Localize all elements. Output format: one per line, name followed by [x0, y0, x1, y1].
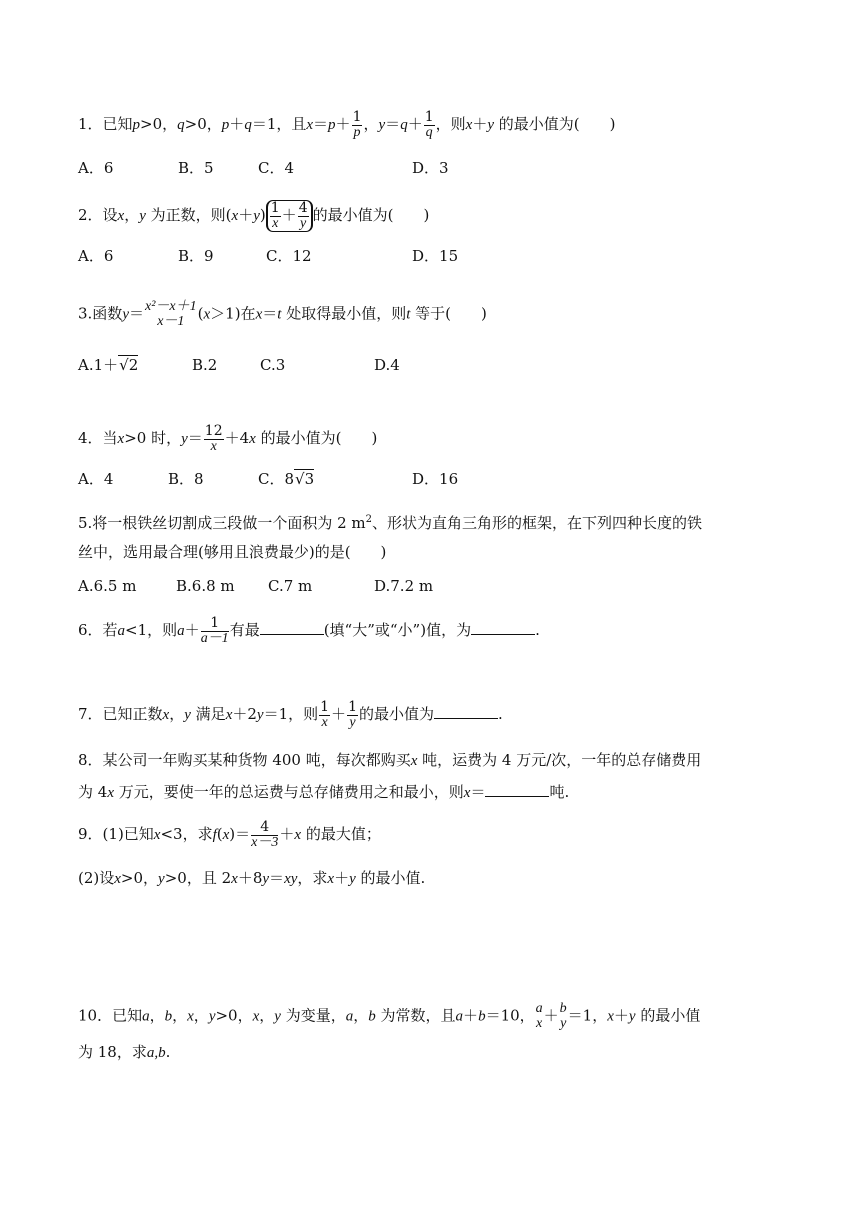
text: ＝ — [385, 115, 401, 134]
var: x — [114, 871, 121, 887]
sqrt: √2 — [119, 356, 139, 374]
denominator: y — [300, 215, 307, 231]
text: 9．(1)已知 — [78, 825, 154, 844]
option: C.7 m — [268, 577, 313, 595]
fraction — [298, 201, 309, 231]
numerator: x²－x＋1 — [145, 299, 197, 314]
var: x — [225, 707, 233, 724]
fraction — [352, 110, 363, 140]
numerator: 4 — [298, 200, 308, 216]
text: 7．已知正数 — [78, 705, 163, 724]
text: ＋ — [335, 115, 351, 134]
text: ＋ — [334, 869, 350, 887]
text: 满足 — [190, 705, 226, 724]
text: ( — [216, 825, 223, 844]
answer-blank[interactable] — [260, 620, 324, 635]
bracket-group — [266, 200, 313, 232]
question-3 — [78, 300, 487, 329]
var: x — [410, 753, 418, 769]
var: x — [306, 117, 314, 134]
text: ，求 — [297, 869, 328, 887]
answer-blank[interactable] — [485, 782, 549, 797]
var: x — [107, 785, 114, 801]
question-7 — [78, 700, 503, 730]
text: (2)设 — [78, 869, 115, 887]
text: 的最小值为( ) — [255, 429, 378, 448]
denominator: x — [210, 438, 217, 454]
text: >0，且 2 — [164, 869, 232, 887]
text: ＝1， — [567, 1006, 608, 1025]
var: y — [256, 707, 264, 724]
text: ， — [193, 1006, 209, 1025]
numerator: 12 — [204, 423, 223, 439]
text: ＋ — [229, 115, 245, 134]
numerator: 1 — [352, 109, 362, 125]
denominator: x — [272, 215, 279, 231]
text: 2．设 — [78, 206, 118, 225]
denominator: x－1 — [157, 313, 185, 329]
var: x — [153, 827, 161, 844]
text: ＋8 — [237, 869, 263, 887]
text: 为 4 — [78, 783, 108, 801]
text: ＋4 — [224, 429, 250, 448]
text: 的最小值. — [355, 869, 426, 887]
option: B．5 — [178, 159, 214, 177]
text: ， — [259, 1006, 275, 1025]
var: y — [262, 871, 270, 887]
text: 、形状为直角三角形的框架，在下列四种长度的铁 — [372, 514, 703, 532]
text: ， — [149, 1006, 165, 1025]
text: ) — [259, 206, 266, 225]
superscript: 2 — [365, 514, 372, 525]
text: 万元，要使一年的总运费与总存储费用之和最小，则 — [113, 783, 464, 801]
text: >0， — [215, 1006, 253, 1025]
denominator: x — [321, 714, 328, 730]
var: x — [252, 1008, 260, 1025]
text: ， — [172, 1006, 188, 1025]
fraction — [347, 700, 358, 730]
fraction — [319, 700, 330, 730]
text: 6．若 — [78, 621, 118, 640]
question-2 — [78, 200, 429, 232]
text: ＋2 — [232, 705, 257, 724]
var: x — [187, 1008, 194, 1025]
numerator: 1 — [348, 699, 357, 715]
text: 的最小值为( ) — [312, 206, 430, 225]
text: 有最 — [229, 621, 260, 640]
var: x — [607, 1008, 614, 1025]
text: . — [498, 705, 503, 724]
numerator: 1 — [270, 200, 280, 216]
question-9 — [78, 820, 381, 850]
text: 为正数，则( — [145, 206, 232, 225]
text: 等于( ) — [410, 304, 487, 323]
answer-blank[interactable] — [471, 620, 535, 635]
var: a — [345, 1008, 354, 1025]
text: . — [535, 621, 540, 640]
fraction — [251, 820, 278, 850]
option: C．12 — [266, 247, 312, 265]
text: >0， — [120, 869, 159, 887]
option: B.2 — [192, 356, 218, 374]
var: y — [253, 208, 260, 225]
fraction — [560, 1002, 567, 1031]
text: 10．已知 — [78, 1006, 143, 1025]
text: ＝1，且 — [251, 115, 307, 134]
denominator: y — [560, 1015, 567, 1031]
option: A．6 — [78, 159, 114, 177]
denominator: q — [425, 124, 433, 140]
text: ＋ — [463, 1006, 479, 1025]
text: 4．当 — [78, 429, 118, 448]
question-4 — [78, 424, 377, 454]
var: f — [212, 827, 217, 844]
var: y — [184, 707, 191, 724]
text: <1，则 — [125, 621, 178, 640]
numerator: 4 — [251, 820, 278, 836]
text: 为常数，且 — [375, 1006, 456, 1025]
var: y — [378, 117, 386, 134]
question-10 — [78, 1002, 700, 1031]
text: ＋ — [331, 705, 347, 724]
sqrt: √3 — [295, 470, 315, 488]
numerator: 1 — [201, 616, 229, 632]
option: B．8 — [168, 470, 204, 488]
var: q — [244, 117, 252, 134]
var: a,b — [146, 1045, 166, 1061]
denominator: a－1 — [200, 630, 229, 646]
text: 的最小值 — [635, 1006, 701, 1025]
numerator: a — [535, 1001, 543, 1016]
var: q — [400, 117, 408, 134]
fraction — [201, 616, 229, 646]
var: xy — [284, 871, 298, 887]
text: >0 时， — [124, 429, 182, 448]
var: q — [177, 117, 185, 134]
var: a — [177, 623, 185, 640]
text: 吨，运费为 4 万元/次，一年的总存储费用 — [417, 751, 702, 769]
text: ， — [363, 115, 379, 134]
var: x — [231, 208, 239, 225]
text: ＞1)在 — [210, 304, 256, 323]
var: y — [158, 871, 165, 887]
var: y — [139, 208, 146, 225]
text: 3.函数 — [78, 304, 123, 323]
text: ＝ — [187, 429, 203, 448]
text: <3，求 — [160, 825, 213, 844]
text: >0， — [140, 115, 178, 134]
denominator: p — [353, 124, 361, 140]
text: )＝ — [229, 825, 251, 844]
var: x — [117, 431, 125, 448]
denominator: y — [349, 714, 356, 730]
text: ＝ — [128, 304, 144, 323]
text: . — [165, 1043, 171, 1061]
option — [258, 469, 314, 489]
var: x — [117, 208, 125, 225]
var: y — [487, 117, 494, 134]
text: ＋ — [613, 1006, 629, 1025]
var: t — [277, 306, 282, 323]
text: 为变量， — [280, 1006, 346, 1025]
text: ， — [169, 705, 185, 724]
text: 处取得最小值，则 — [281, 304, 407, 323]
var: a — [117, 623, 126, 640]
text: ＝1，则 — [263, 705, 319, 724]
var: x — [255, 306, 263, 323]
text: 8．某公司一年购买某种货物 400 吨，每次都购买 — [78, 751, 411, 769]
question-5 — [78, 510, 702, 533]
var: x — [465, 117, 473, 134]
numerator: b — [559, 1001, 567, 1016]
option: D．16 — [412, 470, 459, 488]
option: A．4 — [78, 470, 114, 488]
var: b — [164, 1008, 173, 1025]
var: b — [478, 1008, 486, 1025]
text: ＝ — [313, 115, 329, 134]
text: ＝ — [269, 869, 285, 887]
numerator: 1 — [424, 109, 434, 125]
text: ＋ — [543, 1006, 559, 1025]
question-5-line-2: 丝中，选用最合理(够用且浪费最少)的是( ) — [78, 543, 387, 561]
fraction — [145, 300, 197, 329]
question-8 — [78, 750, 701, 771]
var: a — [455, 1008, 464, 1025]
option: A.6.5 m — [78, 577, 137, 595]
var: y — [274, 1008, 281, 1025]
text: ＋ — [238, 206, 254, 225]
fraction — [424, 110, 435, 140]
text: ， — [353, 1006, 369, 1025]
option: A．6 — [78, 247, 114, 265]
text: 的最小值为( ) — [494, 115, 616, 134]
option: D．15 — [412, 247, 459, 265]
text: 吨. — [549, 783, 570, 801]
var: x — [327, 871, 335, 887]
text: ＝ — [470, 783, 486, 801]
text: ＋ — [281, 206, 297, 225]
var: x — [162, 707, 170, 724]
question-6 — [78, 616, 540, 646]
text: ＋ — [407, 115, 423, 134]
text: ( — [197, 304, 204, 323]
var: y — [181, 431, 188, 448]
var: x — [222, 827, 230, 844]
text: 的最小值为 — [358, 705, 434, 724]
var: p — [328, 117, 336, 134]
denominator: x－3 — [251, 834, 279, 850]
var: a — [142, 1008, 150, 1025]
var: t — [406, 306, 411, 323]
text: ，则 — [435, 115, 466, 134]
option: B.6.8 m — [176, 577, 235, 595]
text: 5.将一根铁丝切割成三段做一个面积为 2 m — [78, 514, 366, 532]
var: p — [132, 117, 141, 134]
numerator: 1 — [320, 699, 330, 715]
text: >0， — [184, 115, 222, 134]
text: C．8 — [258, 470, 295, 488]
text: ＝ — [262, 304, 278, 323]
answer-blank[interactable] — [434, 704, 498, 719]
option: C．4 — [258, 159, 295, 177]
var: y — [628, 1008, 636, 1025]
text: A.1＋ — [78, 356, 119, 374]
var: x — [203, 306, 211, 323]
text: 的最大值； — [301, 825, 381, 844]
question-1 — [78, 110, 615, 140]
fraction — [536, 1002, 543, 1031]
var: x — [463, 785, 471, 801]
option: C.3 — [260, 356, 286, 374]
option: D.4 — [374, 356, 400, 374]
var: x — [231, 871, 238, 887]
var: y — [208, 1008, 216, 1025]
var: x — [249, 431, 256, 448]
fraction — [270, 201, 281, 231]
var: p — [221, 117, 230, 134]
var: x — [294, 827, 302, 844]
text: ＋ — [184, 621, 200, 640]
text: ＋ — [279, 825, 295, 844]
question-10-line-2 — [78, 1042, 170, 1063]
question-9-part-2 — [78, 868, 425, 889]
option: D.7.2 m — [374, 577, 434, 595]
fraction — [204, 424, 224, 454]
var: y — [349, 871, 356, 887]
text: ＋ — [472, 115, 488, 134]
text: 为 18，求 — [78, 1043, 147, 1061]
option: D．3 — [412, 159, 449, 177]
question-8-line-2 — [78, 782, 569, 803]
text: ＝10， — [485, 1006, 535, 1025]
option: B．9 — [178, 247, 214, 265]
text: ， — [124, 206, 140, 225]
var: b — [368, 1008, 376, 1025]
denominator: x — [536, 1015, 543, 1031]
text: 1．已知 — [78, 115, 133, 134]
text: (填“大”或“小”)值，为 — [323, 621, 472, 640]
option — [78, 355, 138, 375]
var: y — [122, 306, 129, 323]
